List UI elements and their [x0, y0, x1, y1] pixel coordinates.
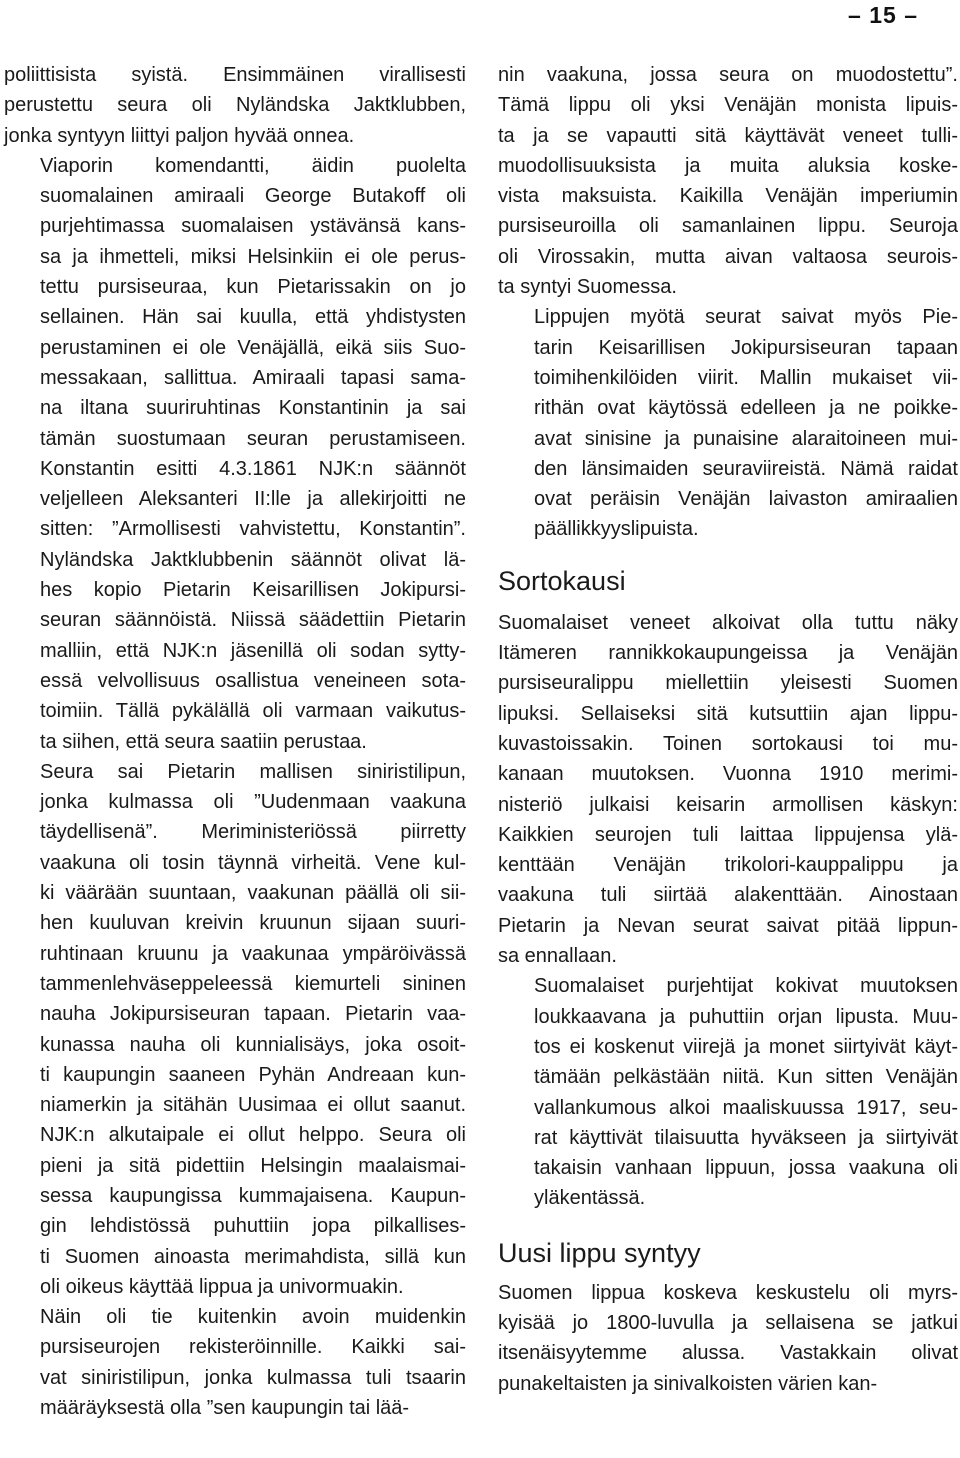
page-number: – 15 –	[848, 2, 918, 28]
text-line: vallankumous alkoi maaliskuussa 1917, seu-	[534, 1096, 958, 1119]
text-line: vaakuna oli tosin täynnä virheitä. Vene kul-	[40, 851, 466, 874]
text-line: tettu pursiseuraa, kun Pietarissakin on jo	[40, 276, 466, 299]
text-line: toimiin. Tällä pykälällä oli varmaan vaikutus-	[40, 700, 466, 723]
text-line: NJK:n alkutaipale ei ollut helppo. Seura oli	[40, 1124, 466, 1147]
text-line: pieni ja sitä pidettiin Helsingin maalaismai-	[40, 1154, 466, 1177]
text-line: den länsimaiden seuraviireistä. Nämä raidat	[534, 457, 958, 480]
text-line: veljelleen Aleksanteri II:lle ja allekirjoitti ne	[40, 488, 466, 511]
text-line: hen kuuluvan kreivin kruunun sijaan suuri-	[40, 912, 466, 935]
text-line: ti Suomen ainoasta merimahdista, sillä kun	[40, 1245, 466, 1268]
text-line: sa ennallaan.	[498, 945, 617, 968]
text-line: rithän ovat käytössä edelleen ja ne poikke-	[534, 397, 958, 420]
text-line: takaisin vanhaan lippuun, jossa vaakuna oli	[534, 1157, 958, 1180]
text-line: määräyksestä olla ”sen kaupungin tai lää-	[40, 1397, 410, 1420]
text-line: Seura sai Pietarin mallisen siniristilipun,	[40, 760, 466, 783]
text-line: Itämeren rannikkokaupungeissa ja Venäjän	[498, 642, 958, 665]
text-line: täydellisenä”. Meriministeriössä piirretty	[40, 821, 466, 844]
text-line: jonka kulmassa oli ”Uudenmaan vaakuna	[40, 791, 466, 814]
text-line: kunassa nauha oli kunnialisäys, joka osoit-	[40, 1033, 466, 1056]
text-line: nisteriö julkaisi keisarin armollisen käskyn:	[498, 793, 958, 816]
text-line: sellainen. Hän sai kuulla, että yhdistysten	[40, 306, 466, 329]
text-line: pursiseurojen rekisteröinnille. Kaikki sai-	[40, 1336, 466, 1359]
text-line: malliin, että NJK:n jäsenillä oli sodan sytty-	[40, 639, 466, 662]
text-line: toimihenkilöiden viirit. Mallin mukaiset vii-	[534, 366, 958, 389]
text-line: vaakuna tuli siirtää alakenttään. Ainostaan	[498, 884, 958, 907]
text-line: avat sinisine ja punaisine alaraitoineen mui-	[534, 427, 958, 450]
text-line: Lippujen myötä seurat saivat myös Pie-	[534, 306, 958, 329]
text-line: seuran säännöistä. Niissä säädettiin Pietarin	[40, 609, 466, 632]
text-line: sessa kaupungissa kummajaisena. Kaupun-	[40, 1184, 466, 1207]
paragraph	[4, 757, 466, 1302]
text-line: Tämä lippu oli yksi Venäjän monista lipuis-	[498, 94, 958, 117]
text-line: poliittisista syistä. Ensimmäinen virallisesti	[4, 64, 466, 86]
text-line: tarin Keisarillisen Jokipursiseuran tapaan	[534, 336, 958, 359]
text-line: essä velvollisuus osallistua veneineen sota-	[40, 669, 466, 692]
text-line: ta ja se vapautti sitä käyttävät veneet tulli-	[498, 124, 958, 147]
text-line: ta syntyi Suomessa.	[498, 276, 677, 299]
text-line: pursiseuroilla oli samanlainen lippu. Seuroja	[498, 215, 958, 238]
text-line: punakeltaisten ja sinivalkoisten värien kan-	[498, 1372, 878, 1395]
paragraph	[498, 971, 958, 1213]
right-block-2	[498, 608, 958, 1214]
text-line: messakaan, sallittua. Amiraali tapasi sama-	[40, 366, 466, 389]
paragraph	[4, 1302, 466, 1423]
text-line: nauha Jokipursiseuran tapaan. Pietarin vaa-	[40, 1003, 466, 1026]
text-line: vat siniristilipun, jonka kulmassa tuli tsaarin	[40, 1366, 466, 1389]
text-line: lipuksi. Sellaiseksi sitä kutsuttiin ajan lippu-	[498, 702, 958, 725]
text-line: sa ja ihmetteli, miksi Helsinkiin ei ole perus-	[40, 245, 466, 268]
text-line: oli oikeus käyttää lippua ja univormuakin.	[40, 1275, 404, 1298]
text-line: tammenlehväseppeleessä kiemurteli sininen	[40, 972, 466, 995]
section-heading-sortokausi: Sortokausi	[498, 565, 626, 596]
text-line: päällikkyyslipuista.	[534, 518, 699, 541]
right-block-1	[498, 60, 958, 545]
text-line: rat käyttivät tilaisuutta hyväkseen ja siirtyivät	[534, 1126, 958, 1149]
text-line: jonka syntyyn liittyi paljon hyvää onnea.	[4, 124, 355, 147]
text-line: kuvastoissakin. Toinen sortokausi toi mu-	[498, 732, 958, 755]
text-line: Nyländska Jaktklubbenin säännöt olivat lä-	[40, 548, 466, 571]
text-line: hes kopio Pietarin Keisarillisen Jokipursi-	[40, 579, 466, 602]
text-line: loukkaavana ja puhuttiin orjan lipusta. Muu-	[534, 1005, 958, 1028]
paragraph	[498, 60, 958, 302]
left-column	[4, 60, 466, 1423]
text-line: kyisää jo 1800-luvulla ja sellaisena se jatkui	[498, 1311, 958, 1334]
text-line: na iltana suuriruhtinas Konstantinin ja sai	[40, 397, 466, 420]
text-line: sitten: ”Armollisesti vahvistettu, Konstantin”.	[40, 518, 466, 541]
text-line: kanaan muutoksen. Vuonna 1910 merimi-	[498, 763, 958, 786]
text-line: purjehtimassa suomalaisen ystävänsä kans-	[40, 215, 466, 238]
text-line: Suomen lippua koskeva keskustelu oli myrs-	[498, 1281, 958, 1304]
text-line: Näin oli tie kuitenkin avoin muidenkin	[40, 1306, 466, 1329]
text-line: ti kaupungin saaneen Pyhän Andreaan kun-	[40, 1063, 466, 1086]
text-line: pursiseuralippu miellettiin yleisesti Suomen	[498, 672, 958, 695]
text-line: niamerkin ja sitähän Uusimaa ei ollut saanut.	[40, 1094, 466, 1117]
right-block-3	[498, 1278, 958, 1399]
text-line: muodollisuuksista ja muita aluksia koske-	[498, 154, 958, 177]
paragraph	[4, 151, 466, 757]
text-line: ruhtinaan kruunu ja vaakunaa ympäröivässä	[40, 942, 466, 965]
text-line: oli Virossakin, mutta aivan valtaosa seurois-	[498, 245, 958, 268]
text-line: tämän suostumaan seuran perustamiseen.	[40, 427, 466, 450]
paragraph	[4, 60, 466, 151]
text-line: yläkentässä.	[534, 1187, 646, 1210]
text-line: perustaminen ei ole Venäjällä, eikä siis Suo-	[40, 336, 466, 359]
section-heading-uusi-lippu: Uusi lippu syntyy	[498, 1237, 701, 1268]
text-line: Kaikkien seurojen tuli laittaa lippujensa ylä-	[498, 823, 958, 846]
text-line: suomalainen amiraali George Butakoff oli	[40, 185, 466, 208]
text-line: Konstantin esitti 4.3.1861 NJK:n säännöt	[40, 457, 466, 480]
text-line: nin vaakuna, jossa seura on muodostettu”.	[498, 64, 958, 86]
text-line: ki väärään suuntaan, vaakunan päällä oli sii-	[40, 882, 466, 905]
text-line: itsenäisyytemme alussa. Vastakkain olivat	[498, 1342, 958, 1365]
text-line: vista maksuista. Kaikilla Venäjän imperiumin	[498, 185, 958, 208]
text-line: tämään pelkästään niitä. Kun sitten Venäjän	[534, 1066, 958, 1089]
text-line: Suomalaiset purjehtijat kokivat muutoksen	[534, 975, 958, 998]
text-line: tos ei koskenut viirejä ja monet siirtyivät käyt-	[534, 1035, 958, 1058]
text-line: ovat peräisin Venäjän laivaston amiraalien	[534, 488, 958, 511]
text-line: Suomalaiset veneet alkoivat olla tuttu näky	[498, 611, 958, 634]
paragraph	[498, 608, 958, 972]
paragraph	[498, 1278, 958, 1399]
text-line: perustettu seura oli Nyländska Jaktklubben,	[4, 94, 466, 117]
text-line: Pietarin ja Nevan seurat saivat pitää lippun-	[498, 914, 958, 937]
right-column	[498, 60, 958, 1399]
text-line: gin lehdistössä puhuttiin jopa pilkallises-	[40, 1215, 466, 1238]
paragraph	[498, 302, 958, 544]
text-line: Viaporin komendantti, äidin puolelta	[40, 154, 466, 177]
text-line: ta siihen, että seura saatiin perustaa.	[40, 730, 367, 753]
text-line: kenttään Venäjän trikolori-kauppalippu ja	[498, 854, 958, 877]
